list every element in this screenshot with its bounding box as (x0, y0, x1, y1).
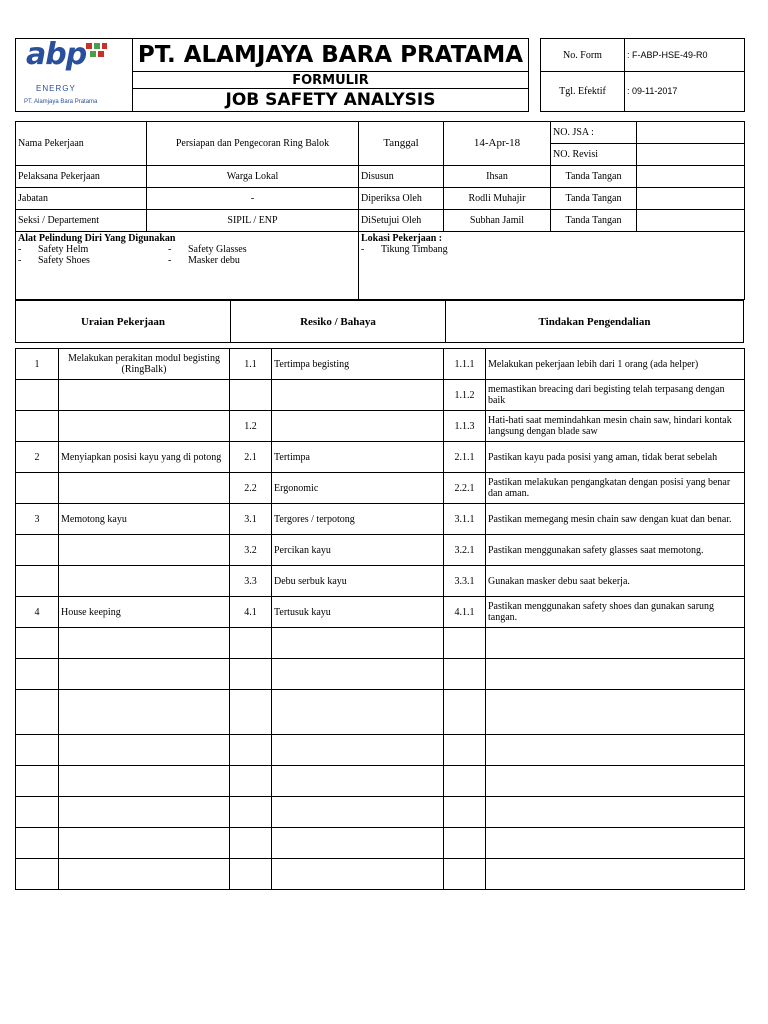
lokasi-title: Lokasi Pekerjaan : (361, 233, 443, 244)
row-tindakan-number (444, 628, 486, 659)
tanda-tangan-label: Tanda Tangan (551, 210, 637, 232)
lokasi-item: Tikung Timbang (381, 244, 448, 255)
table-row (16, 735, 745, 766)
row-uraian (59, 566, 230, 597)
row-uraian (59, 473, 230, 504)
row-tindakan-number: 1.1.1 (444, 349, 486, 380)
apd-section: Alat Pelindung Diri Yang Digunakan - Safety Helm - Safety Shoes - Safety Glasses - Masker debu (16, 232, 359, 300)
row-tindakan-number: 3.2.1 (444, 535, 486, 566)
apd-item: Safety Shoes (38, 255, 90, 266)
apd-item: Masker debu (188, 255, 240, 266)
form-label: FORMULIR (133, 72, 529, 89)
row-number (16, 628, 59, 659)
row-tindakan: Pastikan melakukan pengangkatan dengan posisi yang benar dan aman. (486, 473, 745, 504)
logo-text: abp (26, 38, 87, 72)
row-resiko (272, 411, 444, 442)
row-resiko (272, 659, 444, 690)
table-row (16, 628, 745, 659)
row-resiko (272, 628, 444, 659)
row-resiko-number (230, 859, 272, 890)
row-resiko (272, 690, 444, 735)
apd-item: Safety Helm (38, 244, 89, 255)
pelaksana-value: Warga Lokal (147, 166, 359, 188)
row-tindakan-number (444, 859, 486, 890)
disetujui-label: DiSetujui Oleh (359, 210, 444, 232)
row-tindakan: Hati-hati saat memindahkan mesin chain saw, hindari kontak langsung dengan blade saw (486, 411, 745, 442)
table-row (16, 380, 745, 411)
row-resiko-number: 3.1 (230, 504, 272, 535)
row-uraian: Melakukan perakitan modul begisting (RingBalk) (59, 349, 230, 380)
signature-field[interactable] (637, 210, 745, 232)
row-number: 4 (16, 597, 59, 628)
row-resiko-number (230, 828, 272, 859)
row-number (16, 859, 59, 890)
row-resiko-number (230, 690, 272, 735)
row-number (16, 797, 59, 828)
row-resiko: Tertimpa begisting (272, 349, 444, 380)
diperiksa-value: Rodli Muhajir (444, 188, 551, 210)
pelaksana-label: Pelaksana Pekerjaan (16, 166, 147, 188)
row-tindakan-number (444, 797, 486, 828)
row-resiko: Percikan kayu (272, 535, 444, 566)
row-number (16, 566, 59, 597)
company-name: PT. ALAMJAYA BARA PRATAMA (133, 39, 529, 72)
tgl-efektif-label: Tgl. Efektif (541, 72, 625, 112)
row-tindakan-number (444, 690, 486, 735)
row-resiko-number: 1.2 (230, 411, 272, 442)
row-resiko-number (230, 380, 272, 411)
row-resiko (272, 766, 444, 797)
row-resiko-number (230, 659, 272, 690)
row-tindakan-number (444, 766, 486, 797)
table-row (16, 597, 745, 628)
row-number (16, 766, 59, 797)
row-resiko-number: 1.1 (230, 349, 272, 380)
row-tindakan: Pastikan menggunakan safety glasses saat memotong. (486, 535, 745, 566)
no-jsa-label: NO. JSA : (551, 122, 637, 144)
row-tindakan-number (444, 735, 486, 766)
row-number (16, 735, 59, 766)
lokasi-section: Lokasi Pekerjaan : - Tikung Timbang (359, 232, 745, 300)
row-tindakan (486, 690, 745, 735)
seksi-value: SIPIL / ENP (147, 210, 359, 232)
row-number: 3 (16, 504, 59, 535)
row-resiko: Tergores / terpotong (272, 504, 444, 535)
row-tindakan-number: 2.1.1 (444, 442, 486, 473)
row-resiko (272, 380, 444, 411)
disusun-label: Disusun (359, 166, 444, 188)
row-resiko-number: 2.1 (230, 442, 272, 473)
row-number (16, 380, 59, 411)
row-resiko-number: 4.1 (230, 597, 272, 628)
row-tindakan (486, 828, 745, 859)
tgl-efektif-value: : 09-11-2017 (625, 72, 745, 112)
table-row (16, 659, 745, 690)
row-resiko: Tertusuk kayu (272, 597, 444, 628)
table-row (16, 504, 745, 535)
row-tindakan: Pastikan memegang mesin chain saw dengan kuat dan benar. (486, 504, 745, 535)
jabatan-label: Jabatan (16, 188, 147, 210)
row-resiko-number (230, 766, 272, 797)
nama-pekerjaan-label: Nama Pekerjaan (16, 122, 147, 166)
row-uraian (59, 628, 230, 659)
row-uraian (59, 690, 230, 735)
row-uraian (59, 828, 230, 859)
row-tindakan (486, 628, 745, 659)
job-info-table (15, 121, 745, 300)
no-revisi-label: NO. Revisi (551, 144, 637, 166)
no-jsa-value (637, 122, 745, 144)
row-tindakan: memastikan breacing dari begisting telah terpasang dengan baik (486, 380, 745, 411)
table-row (16, 473, 745, 504)
row-tindakan (486, 735, 745, 766)
row-uraian: Menyiapkan posisi kayu yang di potong (59, 442, 230, 473)
col-resiko: Resiko / Bahaya (231, 301, 446, 342)
row-uraian (59, 766, 230, 797)
apd-item: Safety Glasses (188, 244, 247, 255)
row-tindakan-number (444, 659, 486, 690)
row-tindakan-number: 1.1.3 (444, 411, 486, 442)
row-uraian (59, 411, 230, 442)
row-uraian (59, 659, 230, 690)
row-resiko (272, 828, 444, 859)
row-number: 2 (16, 442, 59, 473)
row-number (16, 690, 59, 735)
table-row (16, 442, 745, 473)
row-number (16, 659, 59, 690)
tanggal-label: Tanggal (359, 122, 444, 166)
company-logo (16, 39, 133, 112)
signature-field[interactable] (637, 166, 745, 188)
row-tindakan-number: 3.1.1 (444, 504, 486, 535)
row-tindakan-number: 3.3.1 (444, 566, 486, 597)
tanda-tangan-label: Tanda Tangan (551, 188, 637, 210)
apd-title: Alat Pelindung Diri Yang Digunakan (18, 233, 176, 244)
table-row (16, 535, 745, 566)
row-number: 1 (16, 349, 59, 380)
logo-subtitle: PT. Alamjaya Bara Pratama (24, 99, 98, 105)
col-tindakan: Tindakan Pengendalian (538, 315, 651, 328)
row-resiko-number: 2.2 (230, 473, 272, 504)
row-tindakan-number: 1.1.2 (444, 380, 486, 411)
jabatan-value: - (147, 188, 359, 210)
tanda-tangan-label: Tanda Tangan (551, 166, 637, 188)
row-resiko-number: 3.3 (230, 566, 272, 597)
no-form-value: : F-ABP-HSE-49-R0 (625, 39, 745, 72)
nama-pekerjaan-value: Persiapan dan Pengecoran Ring Balok (147, 122, 359, 166)
row-tindakan (486, 797, 745, 828)
row-uraian (59, 535, 230, 566)
table-row (16, 828, 745, 859)
signature-field[interactable] (637, 188, 745, 210)
table-row (16, 766, 745, 797)
row-resiko (272, 797, 444, 828)
row-number (16, 411, 59, 442)
row-uraian (59, 797, 230, 828)
row-uraian (59, 735, 230, 766)
row-resiko (272, 735, 444, 766)
row-resiko: Tertimpa (272, 442, 444, 473)
column-header-row (15, 300, 744, 343)
table-row (16, 690, 745, 735)
disetujui-value: Subhan Jamil (444, 210, 551, 232)
row-resiko-number (230, 735, 272, 766)
row-resiko (272, 859, 444, 890)
table-row (16, 859, 745, 890)
row-tindakan: Pastikan menggunakan safety shoes dan gunakan sarung tangan. (486, 597, 745, 628)
row-tindakan (486, 859, 745, 890)
no-form-label: No. Form (541, 39, 625, 72)
row-resiko-number: 3.2 (230, 535, 272, 566)
hazard-table (15, 348, 745, 890)
form-header (15, 38, 745, 112)
no-revisi-value (637, 144, 745, 166)
row-tindakan-number (444, 828, 486, 859)
table-row (16, 566, 745, 597)
row-resiko: Debu serbuk kayu (272, 566, 444, 597)
row-resiko: Ergonomic (272, 473, 444, 504)
table-row (16, 411, 745, 442)
row-tindakan (486, 659, 745, 690)
row-tindakan (486, 766, 745, 797)
row-uraian (59, 380, 230, 411)
row-uraian: House keeping (59, 597, 230, 628)
row-number (16, 473, 59, 504)
row-tindakan-number: 4.1.1 (444, 597, 486, 628)
header-spacer (529, 39, 541, 112)
row-tindakan-number: 2.2.1 (444, 473, 486, 504)
table-row (16, 797, 745, 828)
row-number (16, 535, 59, 566)
diperiksa-label: Diperiksa Oleh (359, 188, 444, 210)
row-uraian (59, 859, 230, 890)
row-resiko-number (230, 797, 272, 828)
row-resiko-number (230, 628, 272, 659)
tanggal-value: 14-Apr-18 (444, 122, 551, 166)
disusun-value: Ihsan (444, 166, 551, 188)
row-uraian: Memotong kayu (59, 504, 230, 535)
row-tindakan: Pastikan kayu pada posisi yang aman, tidak berat sebelah (486, 442, 745, 473)
col-uraian: Uraian Pekerjaan (16, 301, 231, 342)
row-tindakan: Gunakan masker debu saat bekerja. (486, 566, 745, 597)
logo-energy: ENERGY (36, 84, 76, 93)
document-title: JOB SAFETY ANALYSIS (133, 89, 529, 112)
row-number (16, 828, 59, 859)
seksi-label: Seksi / Departement (16, 210, 147, 232)
row-tindakan: Melakukan pekerjaan lebih dari 1 orang (ada helper) (486, 349, 745, 380)
table-row (16, 349, 745, 380)
